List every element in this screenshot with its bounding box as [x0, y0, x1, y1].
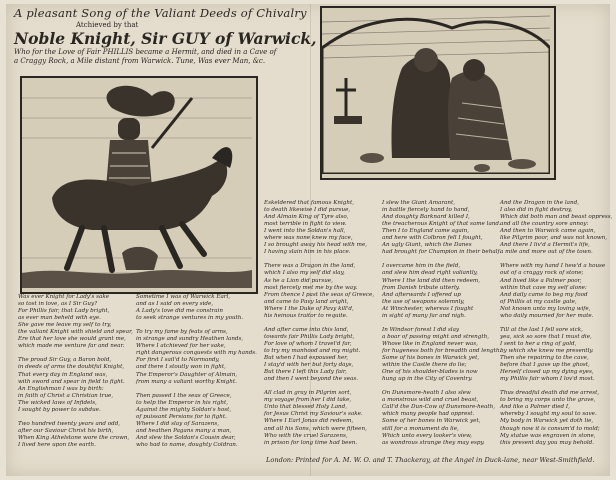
verse-column-1: Was ever Knight for Lady's sake so tost in love, as I Sir Guy? For Phillis fair, that Lady bright, as ever man beheld with eye. She gave me leave my self to try, the valiant Knight with shield and spear, Ere that her love she would grant me, which made me venture far and near. The proud Sir Guy, a Baron bold, in deeds of arms the doubtful Knight, That every day in England was, with sword and spear in field to fight. An Englishman I was by birth: in faith of Christ a Christian true, The wicked laws of Infidels, I sought by power to subdue. Two hundred twenty years and odd, after our Saviour Christ his birth, When King Athelstone wore the crown, I lived here upon the earth. — [18, 294, 133, 448]
printer-imprint: London: Printed for A. M. W. O. and T. Thackeray, at the Angel in Duck-lane, near West-Smithfield. — [266, 456, 595, 464]
title-line-3: Noble Knight, Sir GUY of Warwick, — [14, 29, 317, 48]
verse-column-3: Eskeldered that famous Knight, to death likewise I did pursue, And Almain King of Tyre also, most terrible in fight to view. I went into the Soldan's hall, where was none knew my face, I so brought away his head with me, I having slain him in his place. There was a Dragon in the land, which I also my self did slay, As he a Lion did pursue, most fiercely met me by the way. From thence I past the seas of Greece, and came to Pavy land aright, Where I the Duke of Pavy kill'd, his heinous traitor to requite. And after came into this land, towards fair Phillis Lady bright, For love of whom I travel'd far, to try my manhood and my might. But when I had espoused her, I stay'd with her but forty days, But there I left this Lady fair, and then I went beyond the seas. All clad in gray in Pilgrim sort, my voyage from her I did take, Unto that blessed Holy Land, for Jesus Christ my Saviour's sake. Where I Earl Jonas did redeem, and all his Sons, which were fifteen, Who with the cruel Sarazens, in prison for long time had been. — [264, 200, 375, 446]
broadside-sheet — [6, 4, 613, 476]
verse-column-2: Sometime I was of Warwick Earl, and as I said on every side, A Lady's love did me constrain to seek strange ventures in my youth. To try my fame by feats of arms, in strange and sundry Heathen lands, Where I atchieved for her sake, right dangerous conquests with my hands. For first I sail'd to Normandy, and there I stoutly won in fight, The Emperor's Daughter of Almain, from many a valiant worthy Knight. Then passed I the seas of Greece, to help the Emperor in his right, Against the mighty Soldan's host, of puissant Persians for to fight. Where I did slay of Sarazens, and heathen Pagans many a man, And slew the Soldan's Cousin dear, who had to name, doughty Coldran. — [136, 294, 257, 448]
verse-column-5: And the Dragon in the land, I also did in fight destroy, Which did both man and beast oppress, and all the country sore annoy: And then to Warwick came again, like Pilgrim poor, and was not known, And there I liv'd a Hermit's life, a mile and more out of the town. Where with my hand I hew'd a house out of a craggy rock of stone; And lived like a Palmer poor, within that cave my self alone: And daily came to beg my food of Phillis at my castle gate, Not known unto my loving wife, who daily mourned for her mate. Till at the last I fell sore sick, yea, sick so sore that I must die, I sent to her a ring of gold, by which she knew me presently. Then she repairing to the cave, before that I gave up the ghost, Herself closed up my dying eyes, my Phillis fair whom I lov'd most. Thus dreadful death did me arrest, to bring my corps unto the grave, And like a Palmer died I, whereby I sought my soul to save. My body in Warwick yet doth lie, though now it is consum'd to mold; My statue was engraven in stone, this present day you may behold. — [500, 200, 613, 446]
verse-column-4: I slew the Giant Amarant, in battle fiercely hand to hand, And doughty Barknard killed I, the treacherous Knight of that same land. Then I to England came again, and here with Colbron fell I fought, An ugly Giant, which the Danes had brought for Champion in their behalf. I overcame him in the field, and slew him dead right valiantly, Where I the land did then redeem, from Danish tribute utterly. And afterwards I offered up the use of weapons solemnly, At Winchester, whereas I fought in sight of many far and nigh. In Windsor forest I did slay a boar of passing might and strength, Whose like in England never was, for hugeness both for breadth and length. Some of his bones in Warwick yet, within the Castle there do lie; One of his shoulder-blades is now hung up in the City of Coventry. On Dunsmore-heath I also slew a monstrous wild and cruel beast, Call'd the Dun-Cow of Dunsmore-heath, which many people had opprest. Some of her bones in Warwick yet, still for a monument do lie, Which unto every looker's view, as wondrous strange they may espy. — [382, 200, 502, 446]
title-line-5: a Craggy Rock, a Mile distant from Warwick. Tune, Was ever Man, &c. — [14, 57, 266, 65]
title-line-1: A pleasant Song of the Valiant Deeds of Chivalry — [14, 6, 307, 20]
broadside-title — [14, 6, 317, 66]
woodcut-hermit-and-lady — [320, 6, 556, 180]
title-line-4: Who for the Love of Fair PHILLIS became a Hermit, and died in a Cave of — [14, 48, 277, 56]
woodcut-knight-on-horse — [20, 76, 258, 294]
title-line-2: Atchieved by that — [76, 21, 139, 29]
